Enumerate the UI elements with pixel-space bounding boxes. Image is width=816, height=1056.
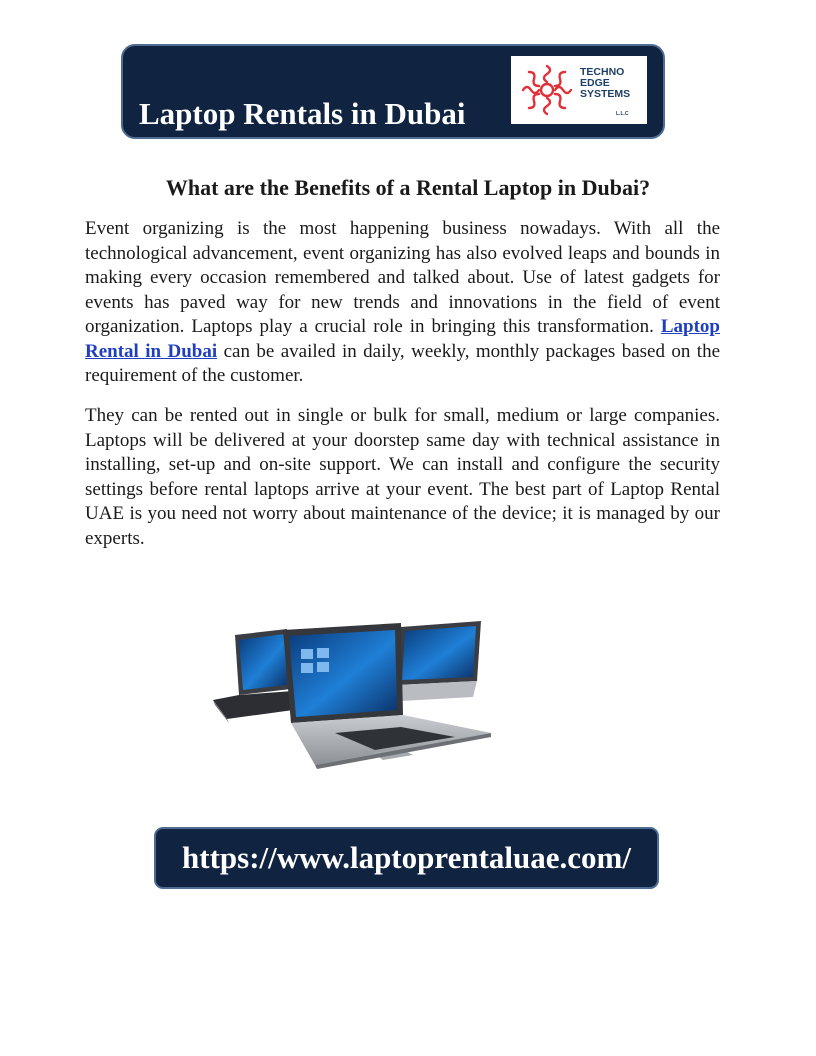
banner-title: Laptop Rentals in Dubai [139, 96, 466, 131]
logo-line-techno: TECHNO [580, 66, 625, 78]
header-banner [121, 44, 665, 139]
paragraph-intro [85, 217, 720, 389]
laptops-image [205, 615, 495, 770]
website-url-bar[interactable]: https://www.laptoprentaluae.com/ [154, 827, 659, 889]
logo-wordmark [580, 67, 630, 100]
paragraph-intro-tail: can be availed in daily, weekly, monthly packages based on the requirement of the customer. [85, 340, 721, 386]
logo-emblem-icon [517, 61, 577, 119]
logo-line-edge: EDGE [580, 77, 610, 89]
paragraph-details: They can be rented out in single or bulk for small, medium or large companies. Laptops will be delivered at your doorstep same day with technical assistance in installing, set-up and on-site support. We can install and configure the security settings before rental laptops arrive at your event. The best part of Laptop Rental UAE is you need not worry about maintenance of the device; it is managed by our experts. [85, 405, 720, 549]
page-heading: What are the Benefits of a Rental Laptop in Dubai? [165, 175, 651, 200]
logo-line-systems: SYSTEMS [580, 88, 631, 100]
logo-suffix: L.L.C [616, 111, 629, 117]
company-logo [511, 56, 647, 124]
paragraph-intro-text: Event organizing is the most happening business nowadays. With all the technological advancement, event organizing has also evolved leaps and bounds in making every occasion remembered and talked about. Use of latest gadgets for events has paved way for new trends and innovations in the field of event organization. Laptops play a crucial role in bringing this transformation. [85, 218, 720, 337]
laptop-rental-dubai-link[interactable]: Laptop Rental in Dubai [85, 316, 720, 362]
